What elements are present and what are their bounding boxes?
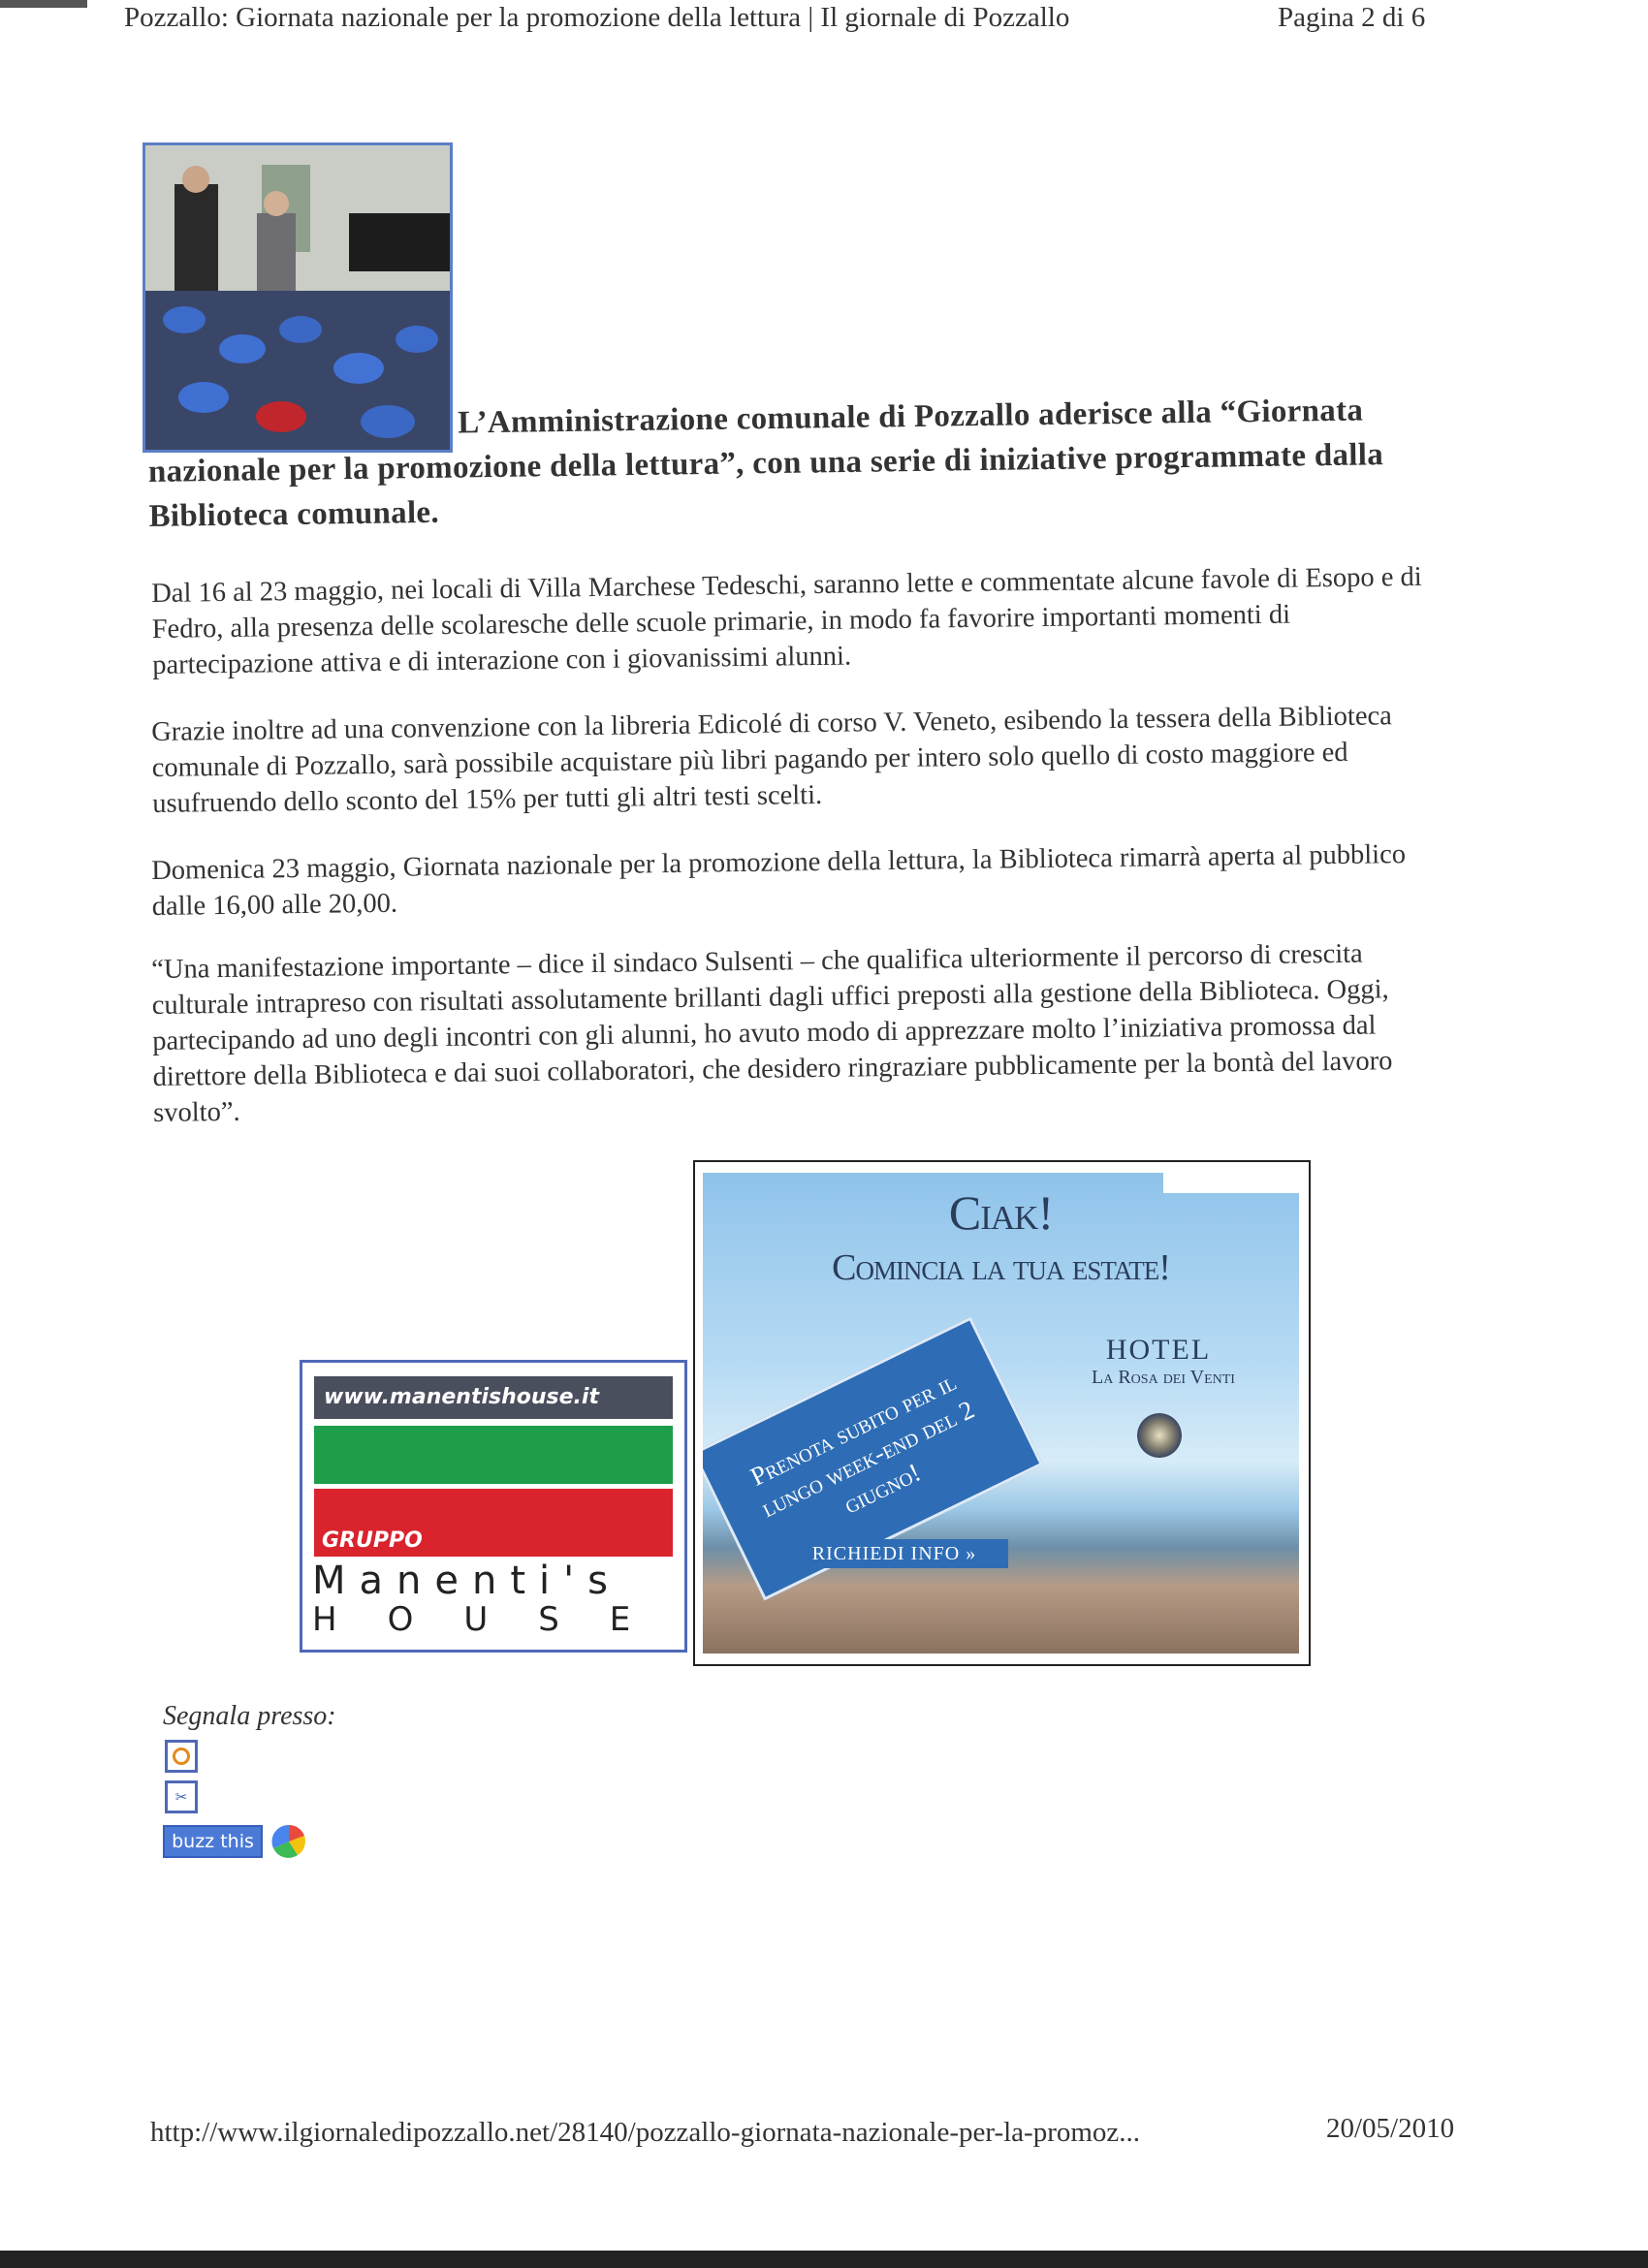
print-page-number: Pagina 2 di 6	[1278, 2, 1426, 33]
swirl-icon	[173, 1748, 190, 1765]
hotel-ad-hotel-name: La Rosa dei Venti	[1092, 1367, 1235, 1388]
buzz-this-button[interactable]: buzz this	[163, 1825, 263, 1858]
print-header-title: Pozzallo: Giornata nazionale per la promozione della lettura | Il giornale di Pozzallo	[124, 2, 1070, 33]
hotel-ad-headline: Ciak!	[948, 1185, 1054, 1240]
manenti-ad-name: Manenti's	[312, 1559, 621, 1603]
scan-bottom-edge	[0, 2251, 1648, 2268]
hotel-ad-promo-banner: Prenota subito per il lungo week-end del 2 giugno!	[703, 1316, 1043, 1600]
article-paragraph: Dal 16 al 23 maggio, nei locali di Villa Marchese Tedeschi, saranno lette e commentate alcune favole di Esopo e di Fedro, alla presenza delle scolaresche delle scuole primarie, in modo fa favorire importanti momenti di partecipazione attiva e di interazione con i giovanissimi alunni.	[151, 561, 1422, 680]
share-label: Segnala presso:	[163, 1701, 336, 1731]
print-footer-url: http://www.ilgiornaledipozzallo.net/28140/pozzallo-giornata-nazionale-per-la-promoz...	[150, 2117, 1141, 2148]
hotel-ad-hotel-label: HOTEL	[1105, 1334, 1212, 1366]
manenti-house-ad[interactable]	[300, 1360, 687, 1653]
headline-text: L’Amministrazione comunale di Pozzallo aderisce alla “Giornata nazionale per la promozione della lettura”, con una serie di iniziative programmate dalla Biblioteca comunale.	[147, 393, 1384, 534]
scan-corner-mark	[0, 0, 87, 8]
manenti-ad-house: HOUSE	[312, 1600, 681, 1639]
print-footer-date: 20/05/2010	[1326, 2113, 1455, 2144]
manenti-ad-green-band	[314, 1426, 673, 1484]
manenti-ad-url: www.manentishouse.it	[314, 1376, 673, 1419]
share-service-icon[interactable]	[165, 1740, 198, 1773]
article-paragraph: “Una manifestazione importante – dice il sindaco Sulsenti – che qualifica ulteriormente il percorso di crescita culturale intrapreso con risultati assolutamente brillanti dagli uffici preposti alla gestione della Biblioteca. Oggi, partecipando ad uno degli incontri con gli alunni, ho avuto modo di apprezzare molto l’iniziativa promossa dal direttore della Biblioteca e dai suoi collaboratori, che desidero ringraziare pubblicamente per la bontà del lavoro svolto”.	[151, 938, 1393, 1128]
compass-rose-icon	[1137, 1413, 1182, 1458]
article-paragraph: Domenica 23 maggio, Giornata nazionale per la promozione della lettura, la Biblioteca rimarrà aperta al pubblico dalle 16,00 alle 20,00.	[151, 839, 1407, 922]
share-service-icon[interactable]	[165, 1780, 198, 1813]
hotel-ad-subline: Comincia la tua estate!	[832, 1247, 1170, 1288]
bookmark-glyph-icon: ✂	[174, 1788, 188, 1806]
manenti-ad-gruppo: GRUPPO	[322, 1528, 423, 1553]
manenti-ad-red-band	[314, 1489, 673, 1557]
article-headline	[147, 388, 1390, 539]
hotel-rosa-dei-venti-ad[interactable]	[703, 1173, 1299, 1654]
google-buzz-icon[interactable]	[269, 1823, 309, 1860]
hotel-ad-info-button[interactable]: RICHIEDI INFO »	[780, 1539, 1008, 1568]
article-paragraph: Grazie inoltre ad una convenzione con la libreria Edicolé di corso V. Veneto, esibendo la tessera della Biblioteca comunale di Pozzallo, sarà possibile acquistare più libri pagando per intero solo quello di costo maggiore ed usufruendo dello sconto del 15% per tutti gli altri testi scelti.	[151, 701, 1393, 819]
